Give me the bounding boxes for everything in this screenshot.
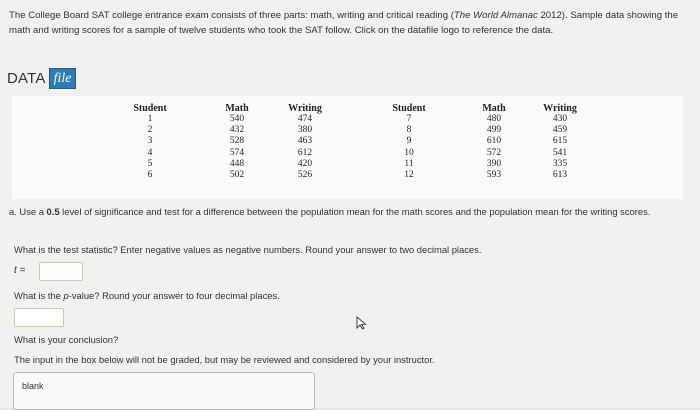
data-table xyxy=(12,96,683,199)
conclusion-box-text: blank xyxy=(22,381,44,391)
header-writing: Writing xyxy=(288,103,322,114)
table-cell: 380 xyxy=(297,125,313,136)
table-cell: 6 xyxy=(147,170,153,181)
table-cell: 420 xyxy=(297,158,313,169)
question-a-suffix: level of significance and test for a difference between the population mean for the math scores and the population mean for the writing scores. xyxy=(59,206,651,217)
table-cell: 593 xyxy=(486,170,502,181)
conclusion-textbox[interactable] xyxy=(13,372,315,410)
table-cell: 5 xyxy=(147,158,153,169)
table-cell: 2 xyxy=(147,125,153,136)
header-student: Student xyxy=(392,103,426,114)
table-cell: 541 xyxy=(552,147,568,158)
col-student-left xyxy=(125,103,175,181)
table-cell: 459 xyxy=(552,125,568,136)
col-math-right xyxy=(474,103,514,181)
table-cell: 11 xyxy=(404,158,414,169)
table-cell: 610 xyxy=(486,136,502,147)
col-student-right xyxy=(384,103,434,181)
datafile-data-label: DATA xyxy=(7,69,46,87)
significance-level: 0.5 xyxy=(46,206,60,217)
table-cell: 613 xyxy=(552,170,568,181)
p-value-input[interactable] xyxy=(14,308,64,327)
table-cell: 1 xyxy=(147,114,153,124)
p-value-prompt-after: -value? Round your answer to four decimal places. xyxy=(68,290,280,301)
table-cell: 430 xyxy=(552,114,568,124)
table-cell: 390 xyxy=(486,158,502,169)
table-cell: 526 xyxy=(297,170,313,181)
intro-paragraph xyxy=(9,8,693,38)
table-cell: 432 xyxy=(229,125,245,136)
header-student: Student xyxy=(133,103,167,114)
p-value-prompt xyxy=(14,290,280,301)
table-cell: 612 xyxy=(297,147,313,158)
table-cell: 574 xyxy=(229,147,245,158)
table-cell: 4 xyxy=(147,147,153,158)
test-statistic-input[interactable] xyxy=(39,262,83,281)
p-variable: p xyxy=(63,290,69,301)
p-value-prompt-before: What is the xyxy=(14,290,64,301)
table-cell: 528 xyxy=(229,136,245,147)
table-cell: 10 xyxy=(404,147,414,158)
header-writing: Writing xyxy=(543,103,577,114)
col-writing-left xyxy=(282,103,328,181)
table-cell: 7 xyxy=(406,114,412,124)
col-writing-right xyxy=(537,103,583,181)
table-cell: 448 xyxy=(229,158,245,169)
table-cell: 335 xyxy=(552,158,568,169)
table-cell: 463 xyxy=(297,136,313,147)
test-statistic-prompt: What is the test statistic? Enter negative values as negative numbers. Round your answer to two decimal places. xyxy=(14,244,482,255)
table-cell: 499 xyxy=(486,125,502,136)
datafile-logo[interactable] xyxy=(7,67,76,89)
header-math: Math xyxy=(225,103,249,114)
table-cell: 8 xyxy=(406,125,412,136)
intro-source: The World Almanac xyxy=(453,10,538,21)
header-math: Math xyxy=(482,103,506,114)
intro-text-before: The College Board SAT college entrance exam consists of three parts: math, writing and critical reading ( xyxy=(9,10,454,21)
table-cell: 12 xyxy=(404,170,414,181)
mouse-cursor-icon xyxy=(356,316,368,330)
table-cell: 540 xyxy=(229,114,245,124)
intro-text-after: 2012). Sample data showing the math and writing scores for a sample of twelve students who took the SAT follow. Click on the datafile logo to reference the data. xyxy=(9,10,679,36)
table-cell: 3 xyxy=(147,136,153,147)
col-math-left xyxy=(217,103,257,181)
table-cell: 474 xyxy=(297,114,313,124)
datafile-file-label: file xyxy=(49,68,77,89)
conclusion-prompt: What is your conclusion? xyxy=(14,334,119,345)
t-label: t = xyxy=(14,265,26,276)
table-cell: 9 xyxy=(406,136,412,147)
conclusion-note: The input in the box below will not be graded, but may be reviewed and considered by your instructor. xyxy=(14,354,435,365)
table-cell: 615 xyxy=(552,136,568,147)
table-cell: 480 xyxy=(486,114,502,124)
table-cell: 502 xyxy=(229,170,245,181)
table-cell: 572 xyxy=(486,147,502,158)
question-a xyxy=(9,205,693,219)
question-a-prefix: a. Use a xyxy=(9,206,47,217)
